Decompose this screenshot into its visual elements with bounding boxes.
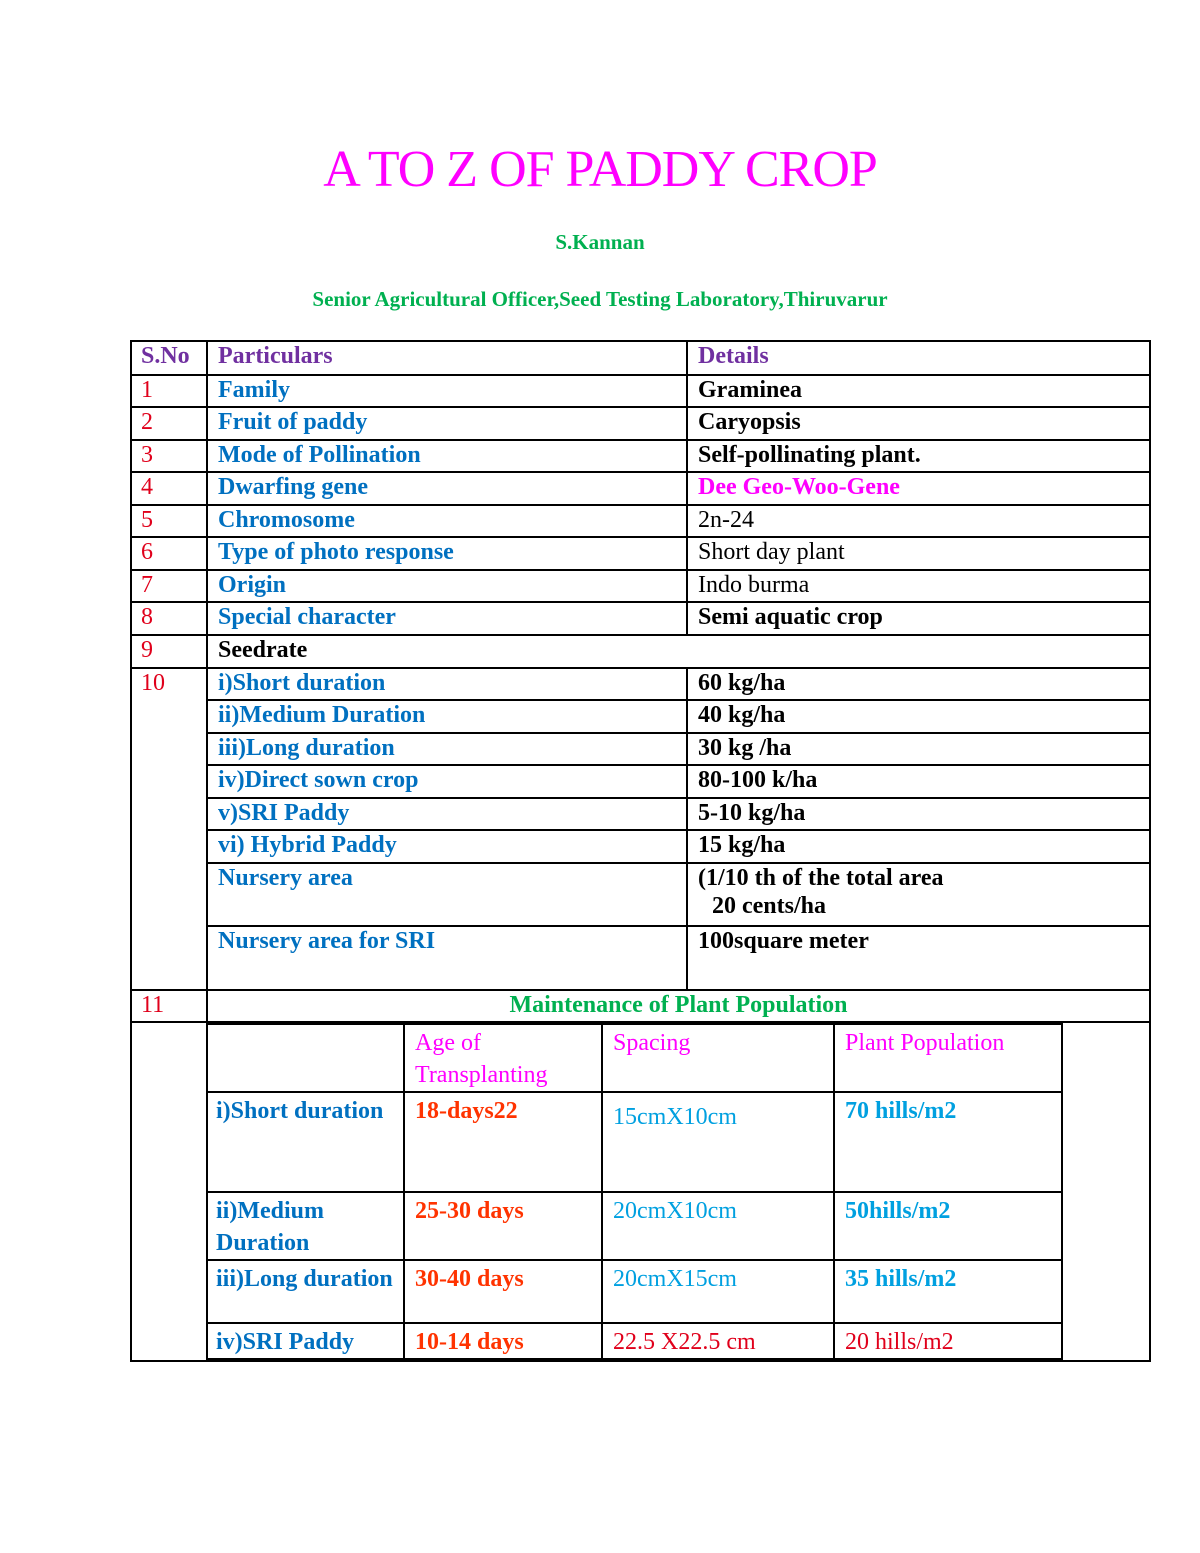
row-details: Short day plant (687, 537, 1150, 570)
plant-population-table (207, 1023, 1063, 1360)
row-sno: 11 (131, 990, 207, 1022)
seedrate-particulars: vi) Hybrid Paddy (207, 830, 687, 863)
population-category: ii)Medium Duration (207, 1192, 404, 1260)
population-header-population: Plant Population (834, 1024, 1062, 1092)
row-details: Self-pollinating plant. (687, 440, 1150, 472)
table-row (131, 668, 1150, 700)
row-sno: 1 (131, 375, 207, 407)
row-details: 2n-24 (687, 505, 1150, 537)
row-sno: 4 (131, 472, 207, 505)
table-header-row (131, 341, 1150, 375)
population-spacing: 15cmX10cm (602, 1092, 834, 1192)
table-row (131, 602, 1150, 635)
seedrate-details: 30 kg /ha (687, 733, 1150, 765)
row-sno: 9 (131, 635, 207, 668)
table-row (131, 990, 1150, 1022)
row-sno: 5 (131, 505, 207, 537)
population-header-row (207, 1024, 1062, 1092)
table-row (131, 926, 1150, 990)
table-row (131, 505, 1150, 537)
population-header-age: Age of Transplanting (404, 1024, 602, 1092)
row-particulars: Seedrate (207, 635, 1150, 668)
seedrate-particulars: ii)Medium Duration (207, 700, 687, 733)
row-particulars: Family (207, 375, 687, 407)
nursery-details-line2: 20 cents/ha (712, 893, 826, 919)
seedrate-particulars: i)Short duration (207, 668, 687, 700)
table-row (131, 375, 1150, 407)
row-sno: 10 (131, 668, 207, 990)
population-row (207, 1323, 1062, 1359)
row-particulars: Chromosome (207, 505, 687, 537)
seedrate-particulars: v)SRI Paddy (207, 798, 687, 830)
table-row (131, 472, 1150, 505)
maintenance-title: Maintenance of Plant Population (207, 990, 1150, 1022)
row-details: Dee Geo-Woo-Gene (687, 472, 1150, 505)
seedrate-particulars: iv)Direct sown crop (207, 765, 687, 798)
population-age: 10-14 days (404, 1323, 602, 1359)
population-age: 18-days22 (404, 1092, 602, 1192)
nursery-particulars: Nursery area (207, 863, 687, 926)
table-row (131, 407, 1150, 440)
row-details: Indo burma (687, 570, 1150, 602)
author-name: S.Kannan (555, 230, 645, 254)
population-header-spacing: Spacing (602, 1024, 834, 1092)
population-value: 50hills/m2 (834, 1192, 1062, 1260)
header-sno: S.No (131, 341, 207, 375)
row-sno: 7 (131, 570, 207, 602)
population-row (207, 1092, 1062, 1192)
nursery-sri-particulars: Nursery area for SRI (207, 926, 687, 990)
seedrate-particulars: iii)Long duration (207, 733, 687, 765)
population-category: iv)SRI Paddy (207, 1323, 404, 1359)
table-row (131, 700, 1150, 733)
table-row (131, 635, 1150, 668)
maintenance-row (131, 1022, 1150, 1361)
paddy-crop-table (130, 340, 1151, 1362)
table-row (131, 765, 1150, 798)
seedrate-details: 15 kg/ha (687, 830, 1150, 863)
document-title: A TO Z OF PADDY CROP (323, 141, 877, 198)
row-details: Graminea (687, 375, 1150, 407)
table-row (131, 830, 1150, 863)
population-spacing: 22.5 X22.5 cm (602, 1323, 834, 1359)
population-value: 35 hills/m2 (834, 1260, 1062, 1323)
nursery-details-line1: (1/10 th of the total area (698, 865, 944, 891)
population-value: 20 hills/m2 (834, 1323, 1062, 1359)
table-row (131, 570, 1150, 602)
population-value: 70 hills/m2 (834, 1092, 1062, 1192)
row-sno: 6 (131, 537, 207, 570)
row-particulars: Special character (207, 602, 687, 635)
header-details: Details (687, 341, 1150, 375)
seedrate-details: 60 kg/ha (687, 668, 1150, 700)
nursery-details (687, 863, 1150, 926)
row-particulars: Origin (207, 570, 687, 602)
row-particulars: Mode of Pollination (207, 440, 687, 472)
seedrate-details: 80-100 k/ha (687, 765, 1150, 798)
population-spacing: 20cmX10cm (602, 1192, 834, 1260)
population-age: 25-30 days (404, 1192, 602, 1260)
row-particulars: Type of photo response (207, 537, 687, 570)
population-header-category (207, 1024, 404, 1092)
table-row (131, 440, 1150, 472)
population-category: iii)Long duration (207, 1260, 404, 1323)
population-row (207, 1192, 1062, 1260)
row-sno: 3 (131, 440, 207, 472)
seedrate-details: 5-10 kg/ha (687, 798, 1150, 830)
row-particulars: Dwarfing gene (207, 472, 687, 505)
table-row (131, 537, 1150, 570)
table-row (131, 798, 1150, 830)
row-details: Semi aquatic crop (687, 602, 1150, 635)
row-details: Caryopsis (687, 407, 1150, 440)
maintenance-host (207, 1022, 1150, 1361)
row-sno: 8 (131, 602, 207, 635)
nursery-sri-details: 100square meter (687, 926, 1150, 990)
author-affiliation: Senior Agricultural Officer,Seed Testing Laboratory,Thiruvarur (312, 287, 888, 311)
population-spacing: 20cmX15cm (602, 1260, 834, 1323)
row-sno: 2 (131, 407, 207, 440)
table-row (131, 863, 1150, 926)
population-age: 30-40 days (404, 1260, 602, 1323)
maintenance-empty-sno (131, 1022, 207, 1361)
seedrate-details: 40 kg/ha (687, 700, 1150, 733)
population-row (207, 1260, 1062, 1323)
table-row (131, 733, 1150, 765)
population-category: i)Short duration (207, 1092, 404, 1192)
row-particulars: Fruit of paddy (207, 407, 687, 440)
header-particulars: Particulars (207, 341, 687, 375)
